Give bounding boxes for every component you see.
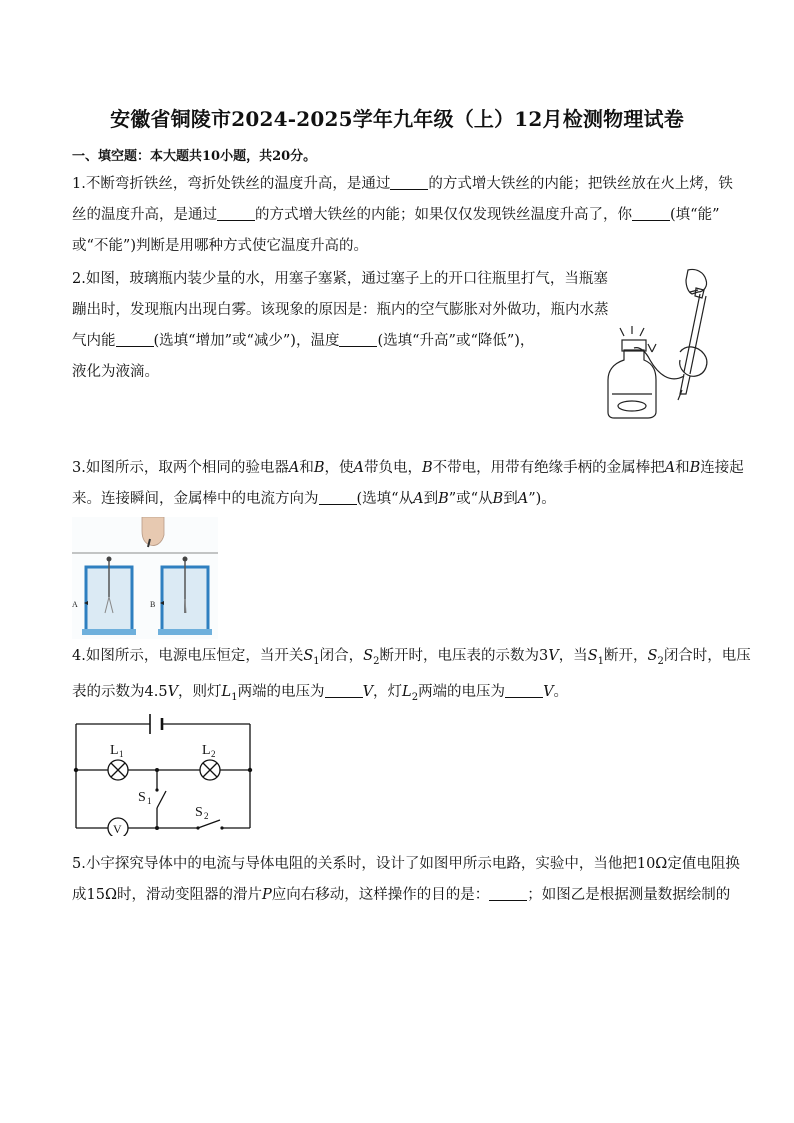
- circuit-diagram: [70, 708, 256, 836]
- svg-text:2: 2: [211, 749, 216, 759]
- answer-blank[interactable]: [489, 886, 527, 901]
- svg-text:2: 2: [204, 811, 209, 821]
- label-l2: L: [202, 743, 211, 758]
- svg-text:1: 1: [147, 796, 152, 806]
- label-s1: S: [138, 790, 146, 805]
- answer-blank[interactable]: [505, 683, 543, 698]
- answer-blank[interactable]: [217, 206, 255, 221]
- question-1: 1.不断弯折铁丝，弯折处铁丝的温度升高，是通过 的方式增大铁丝的内能；把铁丝放在火上烤，铁 丝的温度升高，是通过 的方式增大铁丝的内能；如果仅仅发现铁丝温度升高了，你 (填“能” 或“不能”)判断是用哪种方式使它温度升高的。: [72, 176, 733, 254]
- electroscope-label-a: A: [72, 600, 78, 609]
- page-title: 安徽省铜陵市2024-2025学年九年级（上）12月检测物理试卷: [110, 107, 684, 131]
- answer-blank[interactable]: [325, 683, 363, 698]
- label-l1: L: [110, 743, 119, 758]
- question-2: 2.如图，玻璃瓶内装少量的水，用塞子塞紧，通过塞子上的开口往瓶里打气，当瓶塞 蹦出时，发现瓶内出现白雾。该现象的原因是：瓶内的空气膨胀对外做功，瓶内水蒸 气内能 (选填“增加”或“减少”)，温度 (选填“升高”或“降低”)， 液化为液滴。: [72, 271, 609, 380]
- section-heading-fill-blank: 一、填空题：本大题共10小题，共20分。: [72, 149, 317, 164]
- question-3: 3.如图所示，取两个相同的验电器A和B，使A带负电，B不带电，用带有绝缘手柄的金属棒把A和B连接起 来。连接瞬间，金属棒中的电流方向为 (选填“从A到B”或“从B到A”)。: [72, 460, 744, 507]
- electroscope-figure: [72, 517, 218, 639]
- answer-blank[interactable]: [339, 332, 377, 347]
- label-s2: S: [195, 805, 203, 820]
- answer-blank[interactable]: [116, 332, 154, 347]
- electroscope-label-b: B: [150, 600, 156, 609]
- answer-blank[interactable]: [390, 175, 428, 190]
- voltmeter-label: V: [113, 822, 122, 836]
- bottle-pump-figure: [600, 264, 724, 424]
- question-4: 4.如图所示，电源电压恒定，当开关$S_1$闭合，$S_2$断开时，电压表的示数为3V，当$S_1$断开，$S_2$闭合时，电压 表的示数为4.5V，则灯$L_1$两端的电压为 V，灯$L_2$两端的电压为 V。: [72, 648, 751, 703]
- svg-text:1: 1: [119, 749, 124, 759]
- question-5: 5.小宇探究导体中的电流与导体电阻的关系时，设计了如图甲所示电路，实验中，当他把10Ω定值电阻换 成15Ω时，滑动变阻器的滑片P应向右移动，这样操作的目的是： ；如图乙是根据测量数据绘制的: [72, 856, 740, 903]
- answer-blank[interactable]: [632, 206, 670, 221]
- answer-blank[interactable]: [319, 490, 357, 505]
